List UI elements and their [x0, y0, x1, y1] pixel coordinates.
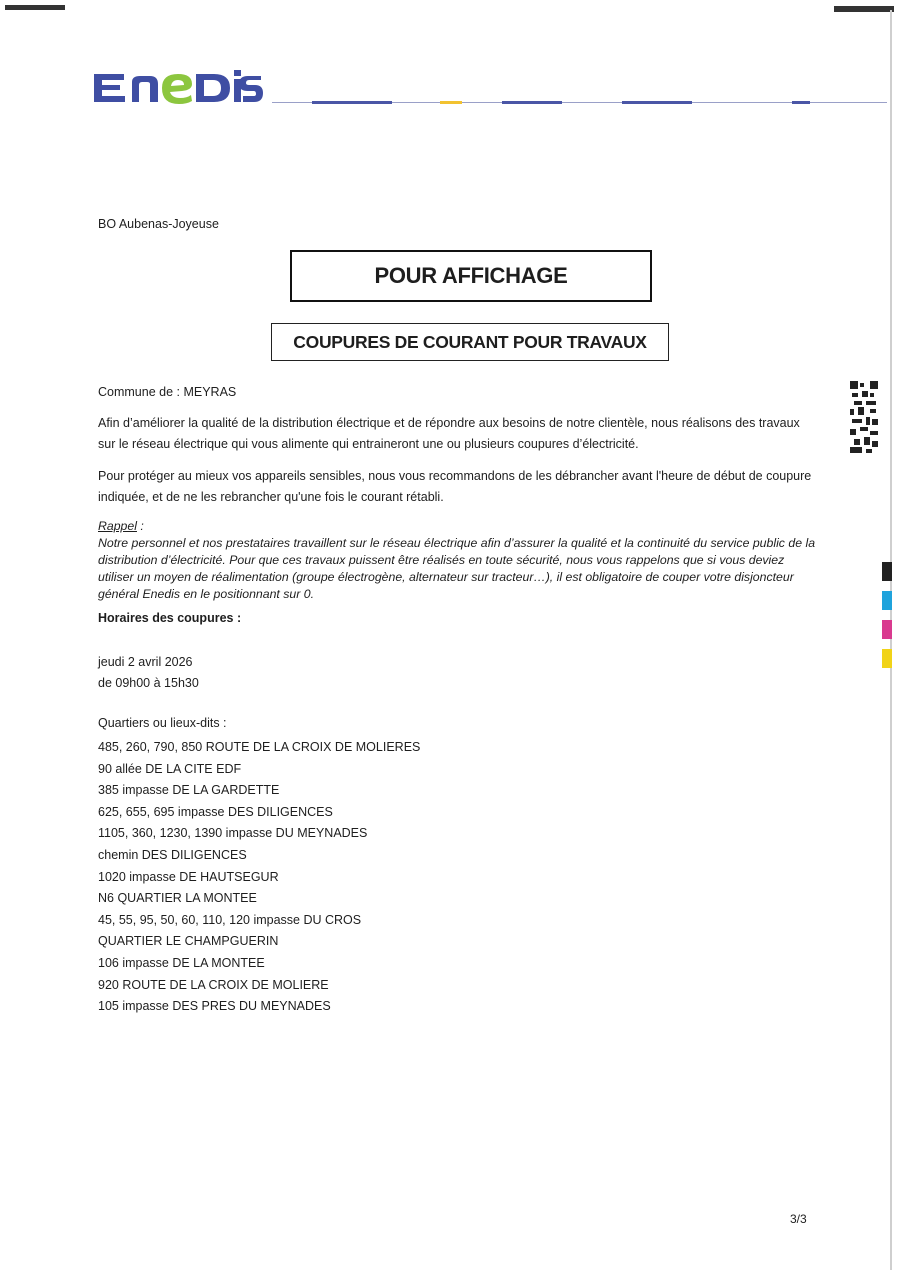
- list-item: chemin DES DILIGENCES: [98, 847, 247, 862]
- list-item: 106 impasse DE LA MONTEE: [98, 955, 265, 970]
- page-edge: [890, 10, 892, 1270]
- list-item: 1020 impasse DE HAUTSEGUR: [98, 869, 279, 884]
- schedule-hours: de 09h00 à 15h30: [98, 676, 199, 690]
- rappel-heading: [98, 518, 818, 535]
- rappel-label: Rappel: [98, 519, 137, 533]
- list-item: 105 impasse DES PRES DU MEYNADES: [98, 999, 331, 1014]
- sender: BO Aubenas-Joyeuse: [98, 217, 219, 231]
- schedule: [98, 652, 199, 694]
- schedule-date: jeudi 2 avril 2026: [98, 655, 193, 669]
- list-item: 485, 260, 790, 850 ROUTE DE LA CROIX DE MOLIERES: [98, 740, 421, 754]
- print-swatch-yellow: [882, 649, 892, 668]
- header-rule: [272, 101, 887, 104]
- list-item: 45, 55, 95, 50, 60, 110, 120 impasse DU CROS: [98, 912, 362, 927]
- scan-mark: [5, 5, 65, 10]
- intro-paragraph: Afin d’améliorer la qualité de la distribution électrique et de répondre aux besoins de notre clientèle, nous réalisons des travaux sur le réseau électrique qui vous alimente qui entraineront une ou plusieurs coupures d’électricité.: [98, 416, 800, 451]
- list-item: 385 impasse DE LA GARDETTE: [98, 783, 280, 798]
- list-item: QUARTIER LE CHAMPGUERIN: [98, 934, 279, 949]
- list-item: 90 allée DE LA CITE EDF: [98, 761, 242, 776]
- rappel-text: Notre personnel et nos prestataires travaillent sur le réseau électrique afin d’assurer la qualité et la continuité du service public de la distribution d’électricité. Pour que ces travaux puissent être réalisés en toute sécurité, nous vous rappelons que si vous deviez utiliser un moyen de réalimentation (groupe électrogène, alternateur sur tracteur…), il est obligatoire de couper votre disjoncteur général Enedis en le positionnant sur 0.: [98, 536, 816, 601]
- page-number: 3/3: [790, 1212, 807, 1226]
- scan-mark: [834, 6, 894, 12]
- address-list: [98, 737, 420, 1018]
- qr-code: [850, 381, 878, 453]
- page-subtitle: COUPURES DE COURANT POUR TRAVAUX: [271, 323, 669, 361]
- rappel-colon: :: [136, 519, 144, 533]
- commune: Commune de : MEYRAS: [98, 385, 237, 399]
- advice-paragraph: Pour protéger au mieux vos appareils sensibles, nous vous recommandons de les débrancher avant l'heure de début de coupure indiquée, et de ne les rebrancher qu'une fois le courant rétabli.: [98, 469, 812, 504]
- list-item: 920 ROUTE DE LA CROIX DE MOLIERE: [98, 977, 329, 992]
- rappel-block: [98, 518, 818, 603]
- list-item: 625, 655, 695 impasse DES DILIGENCES: [98, 804, 333, 819]
- page-title: POUR AFFICHAGE: [290, 250, 652, 302]
- schedule-heading: Horaires des coupures :: [98, 611, 242, 625]
- print-swatch-magenta: [882, 620, 892, 639]
- print-swatch-cyan: [882, 591, 892, 610]
- quartiers-label: Quartiers ou lieux-dits :: [98, 716, 227, 730]
- enedis-logo: [92, 66, 264, 108]
- list-item: N6 QUARTIER LA MONTEE: [98, 891, 257, 906]
- print-swatch-black: [882, 562, 892, 581]
- list-item: 1105, 360, 1230, 1390 impasse DU MEYNADES: [98, 826, 368, 841]
